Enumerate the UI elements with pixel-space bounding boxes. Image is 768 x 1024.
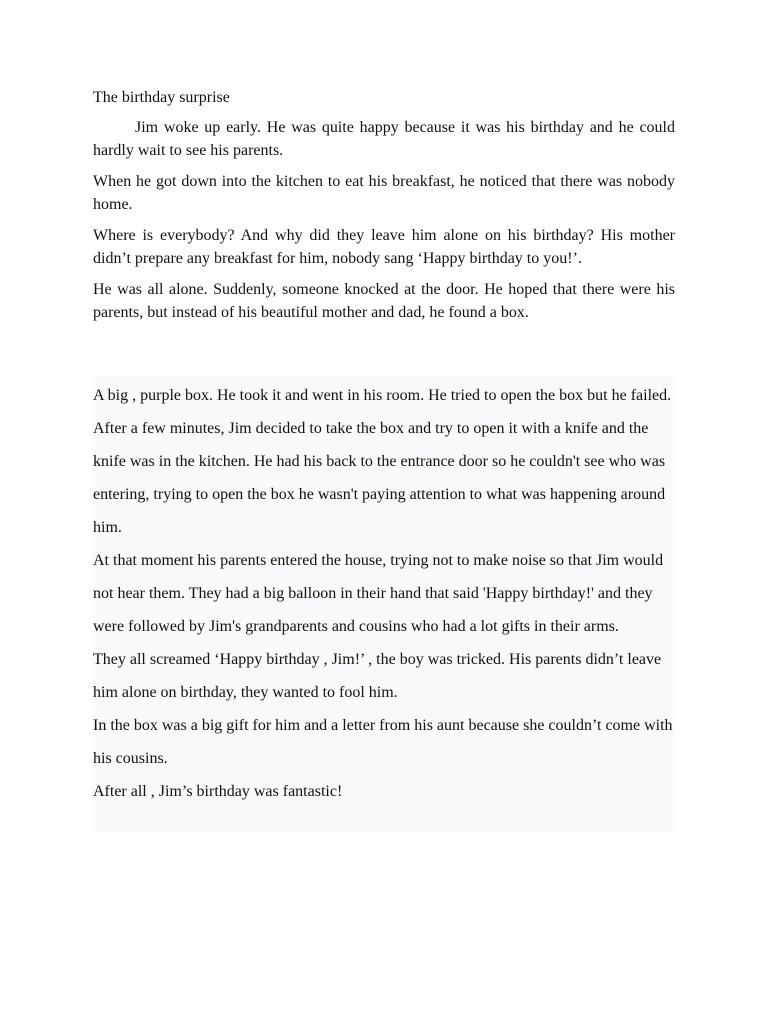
- shaded-paragraph-2: At that moment his parents entered the house, trying not to make noise so that Jim would not hear them. They had a big balloon in their hand that said 'Happy birthday!' and they were followed by Jim's grandparents and cousins who had a lot gifts in their arms.: [93, 552, 664, 635]
- paragraph-1: Jim woke up early. He was quite happy because it was his birthday and he could hardly wait to see his parents.: [93, 119, 675, 159]
- shaded-paragraph-3: They all screamed ‘Happy birthday , Jim!’ , the boy was tricked. His parents didn’t leave him alone on birthday, they wanted to fool him.: [93, 651, 662, 701]
- shaded-text-block: [93, 376, 675, 832]
- shaded-paragraph-4: In the box was a big gift for him and a letter from his aunt because she couldn’t come with his cousins.: [93, 717, 673, 767]
- document-title: The birthday surprise: [93, 89, 230, 106]
- paragraph-4: He was all alone. Suddenly, someone knocked at the door. He hoped that there were his parents, but instead of his beautiful mother and dad, he found a box.: [93, 281, 675, 321]
- shaded-paragraph-1: A big , purple box. He took it and went in his room. He tried to open the box but he failed. After a few minutes, Jim decided to take the box and try to open it with a knife and the knife was in the kitchen. He had his back to the entrance door so he couldn't see who was entering, trying to open the box he wasn't paying attention to what was happening around him.: [93, 387, 672, 536]
- paragraph-3: Where is everybody? And why did they leave him alone on his birthday? His mother didn’t prepare any breakfast for him, nobody sang ‘Happy birthday to you!’.: [93, 227, 675, 267]
- document-body: [93, 86, 675, 332]
- shaded-paragraph-5: After all , Jim’s birthday was fantastic!: [93, 783, 343, 800]
- paragraph-2: When he got down into the kitchen to eat his breakfast, he noticed that there was nobody home.: [93, 173, 675, 213]
